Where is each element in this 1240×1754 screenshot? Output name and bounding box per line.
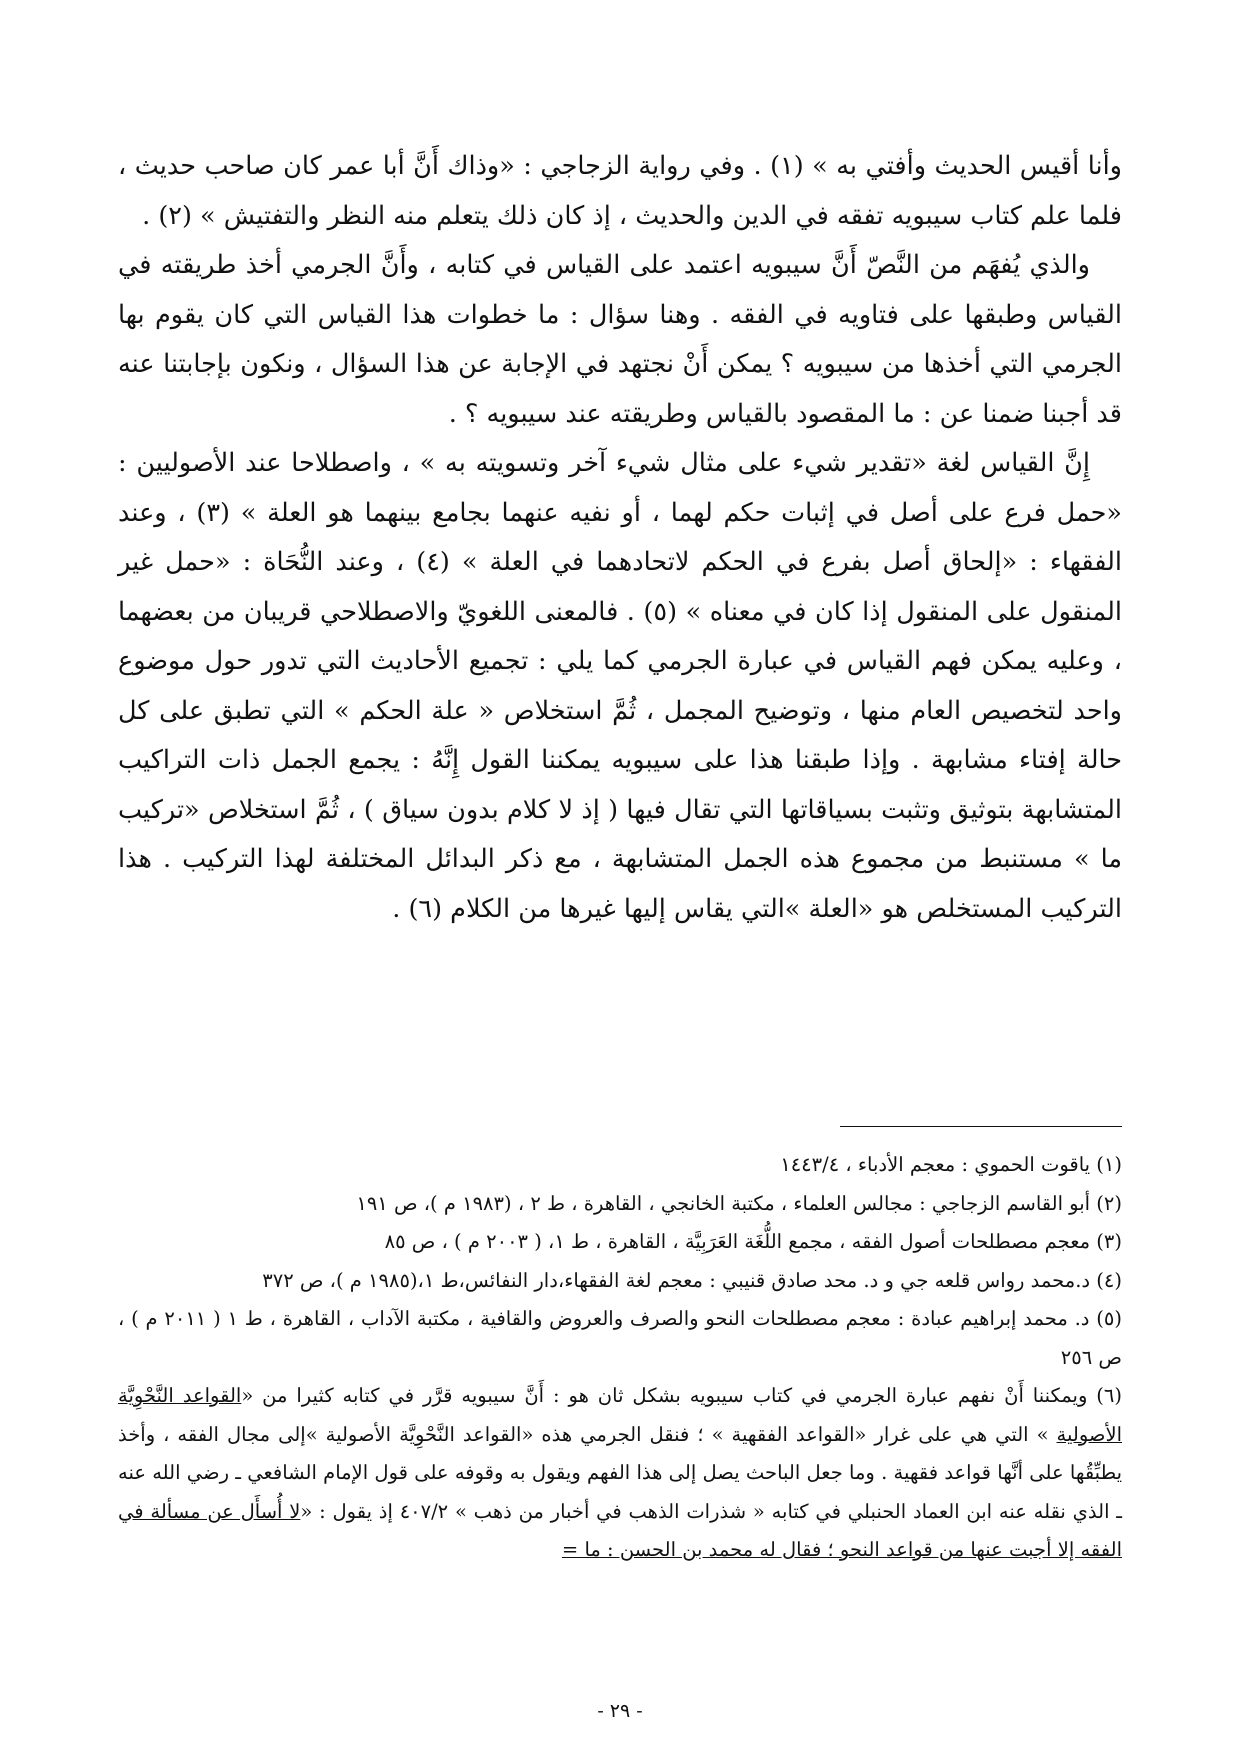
footnotes	[118, 1146, 1122, 1570]
footnote-6-underlined-1: القواعد النَّحْوِيَّة الأصولية	[118, 1384, 1122, 1446]
footnote-6-part-b: » التي هي على غرار «القواعد الفقهية » ؛ فنقل الجرمي هذه «القواعد النَّحْوِيَّة الأصولية »إلى مجال الفقه ، وأخذ يطبِّقُها على أنَّها قواعد فقهية . وما جعل الباحث يصل إلى هذا الفهم ويقول به وقوفه على قول الإمام الشافعي ـ رضي الله عنه ـ الذي نقله عنه ابن العماد الحنبلي في كتابه « شذرات الذهب في أخبار من ذهب » ٤٠٧/٢ إذ يقول : «	[118, 1422, 1123, 1523]
page-number: - ٢٩ -	[597, 1700, 643, 1722]
paragraph-2: والذي يُفهَم من النَّصّ أَنَّ سيبويه اعتمد على القياس في كتابه ، وأَنَّ الجرمي أخذ طريقته في القياس وطبقها على فتاويه في الفقه . وهنا سؤال : ما خطوات هذا القياس التي كان يقوم بها الجرمي التي أخذها من سيبويه ؟ يمكن أَنْ نجتهد في الإجابة عن هذا السؤال ، ونكون بإجابتنا عنه قد أجبنا ضمنا عن : ما المقصود بالقياس وطريقته عند سيبويه ؟ .	[118, 250, 1123, 429]
footnote-6-part-a: (٦) ويمكننا أَنْ نفهم عبارة الجرمي في كتاب سيبويه بشكل ثان هو : أَنَّ سيبويه قرَّر في كتابه كثيرا من «	[241, 1384, 1123, 1407]
paragraph-3: إِنَّ القياس لغة «تقدير شيء على مثال شيء آخر وتسويته به » ، واصطلاحا عند الأصوليين : «حمل فرع على أصل في إثبات حكم لهما ، أو نفيه عنهما بجامع بينهما هو العلة » (٣) ، وعند الفقهاء : «إلحاق أصل بفرع في الحكم لاتحادهما في العلة » (٤) ، وعند النُّحَاة : «حمل غير المنقول على المنقول إذا كان في معناه » (٥) . فالمعنى اللغويّ والاصطلاحي قريبان من بعضهما ، وعليه يمكن فهم القياس في عبارة الجرمي كما يلي : تجميع الأحاديث التي تدور حول موضوع واحد لتخصيص العام منها ، وتوضيح المجمل ، ثُمَّ استخلاص « علة الحكم » التي تطبق على كل حالة إفتاء مشابهة . وإذا طبقنا هذا على سيبويه يمكننا القول إِنَّهُ : يجمع الجمل ذات التراكيب المتشابهة بتوثيق وتثبت بسياقاتها التي تقال فيها ( إذ لا كلام بدون سياق ) ، ثُمَّ استخلاص «تركيب ما » مستنبط من مجموع هذه الجمل المتشابهة ، مع ذكر البدائل المختلفة لهذا التركيب . هذا التركيب المستخلص هو «العلة »التي يقاس إليها غيرها من الكلام (٦) .	[118, 448, 1123, 924]
footnote-1: (١) ياقوت الحموي : معجم الأدباء ، ١٤٤٣/٤	[780, 1153, 1122, 1176]
footnote-3: (٣) معجم مصطلحات أصول الفقه ، مجمع اللُّغَة العَرَبِيَّة ، القاهرة ، ط ١، ( ٢٠٠٣ م ) ، ص ٨٥	[384, 1230, 1122, 1253]
footnote-6	[118, 1377, 1122, 1570]
footnote-2: (٢) أبو القاسم الزجاجي : مجالس العلماء ، مكتبة الخانجي ، القاهرة ، ط ٢ ، (١٩٨٣ م )، ص ١٩١	[356, 1191, 1122, 1215]
footnote-5: (٥) د. محمد إبراهيم عبادة : معجم مصطلحات النحو والصرف والعروض والقافية ، مكتبة الآداب ، القاهرة ، ط ١ ( ٢٠١١ م ) ، ص ٢٥٦	[118, 1307, 1122, 1369]
footnote-4: (٤) د.محمد رواس قلعه جي و د. محد صادق قنيبي : معجم لغة الفقهاء،دار النفائس،ط ١،(١٩٨٥ م )، ص ٣٧٢	[262, 1268, 1122, 1292]
paragraph-1: وأنا أقيس الحديث وأفتي به » (١) . وفي رواية الزجاجي : «وذاك أَنَّ أبا عمر كان صاحب حديث ، فلما علم كتاب سيبويه تفقه في الدين والحديث ، إذ كان ذلك يتعلم منه النظر والتفتيش » (٢) .	[118, 151, 1122, 231]
footnote-separator	[840, 1126, 1122, 1127]
body-text	[118, 142, 1122, 934]
footnote-6-underlined-2: لا أُسأَل عن مسألة في الفقه إلا أجبت عنها من قواعد النحو ؛ فقال له محمد بن الحسن : ما =	[118, 1499, 1122, 1561]
